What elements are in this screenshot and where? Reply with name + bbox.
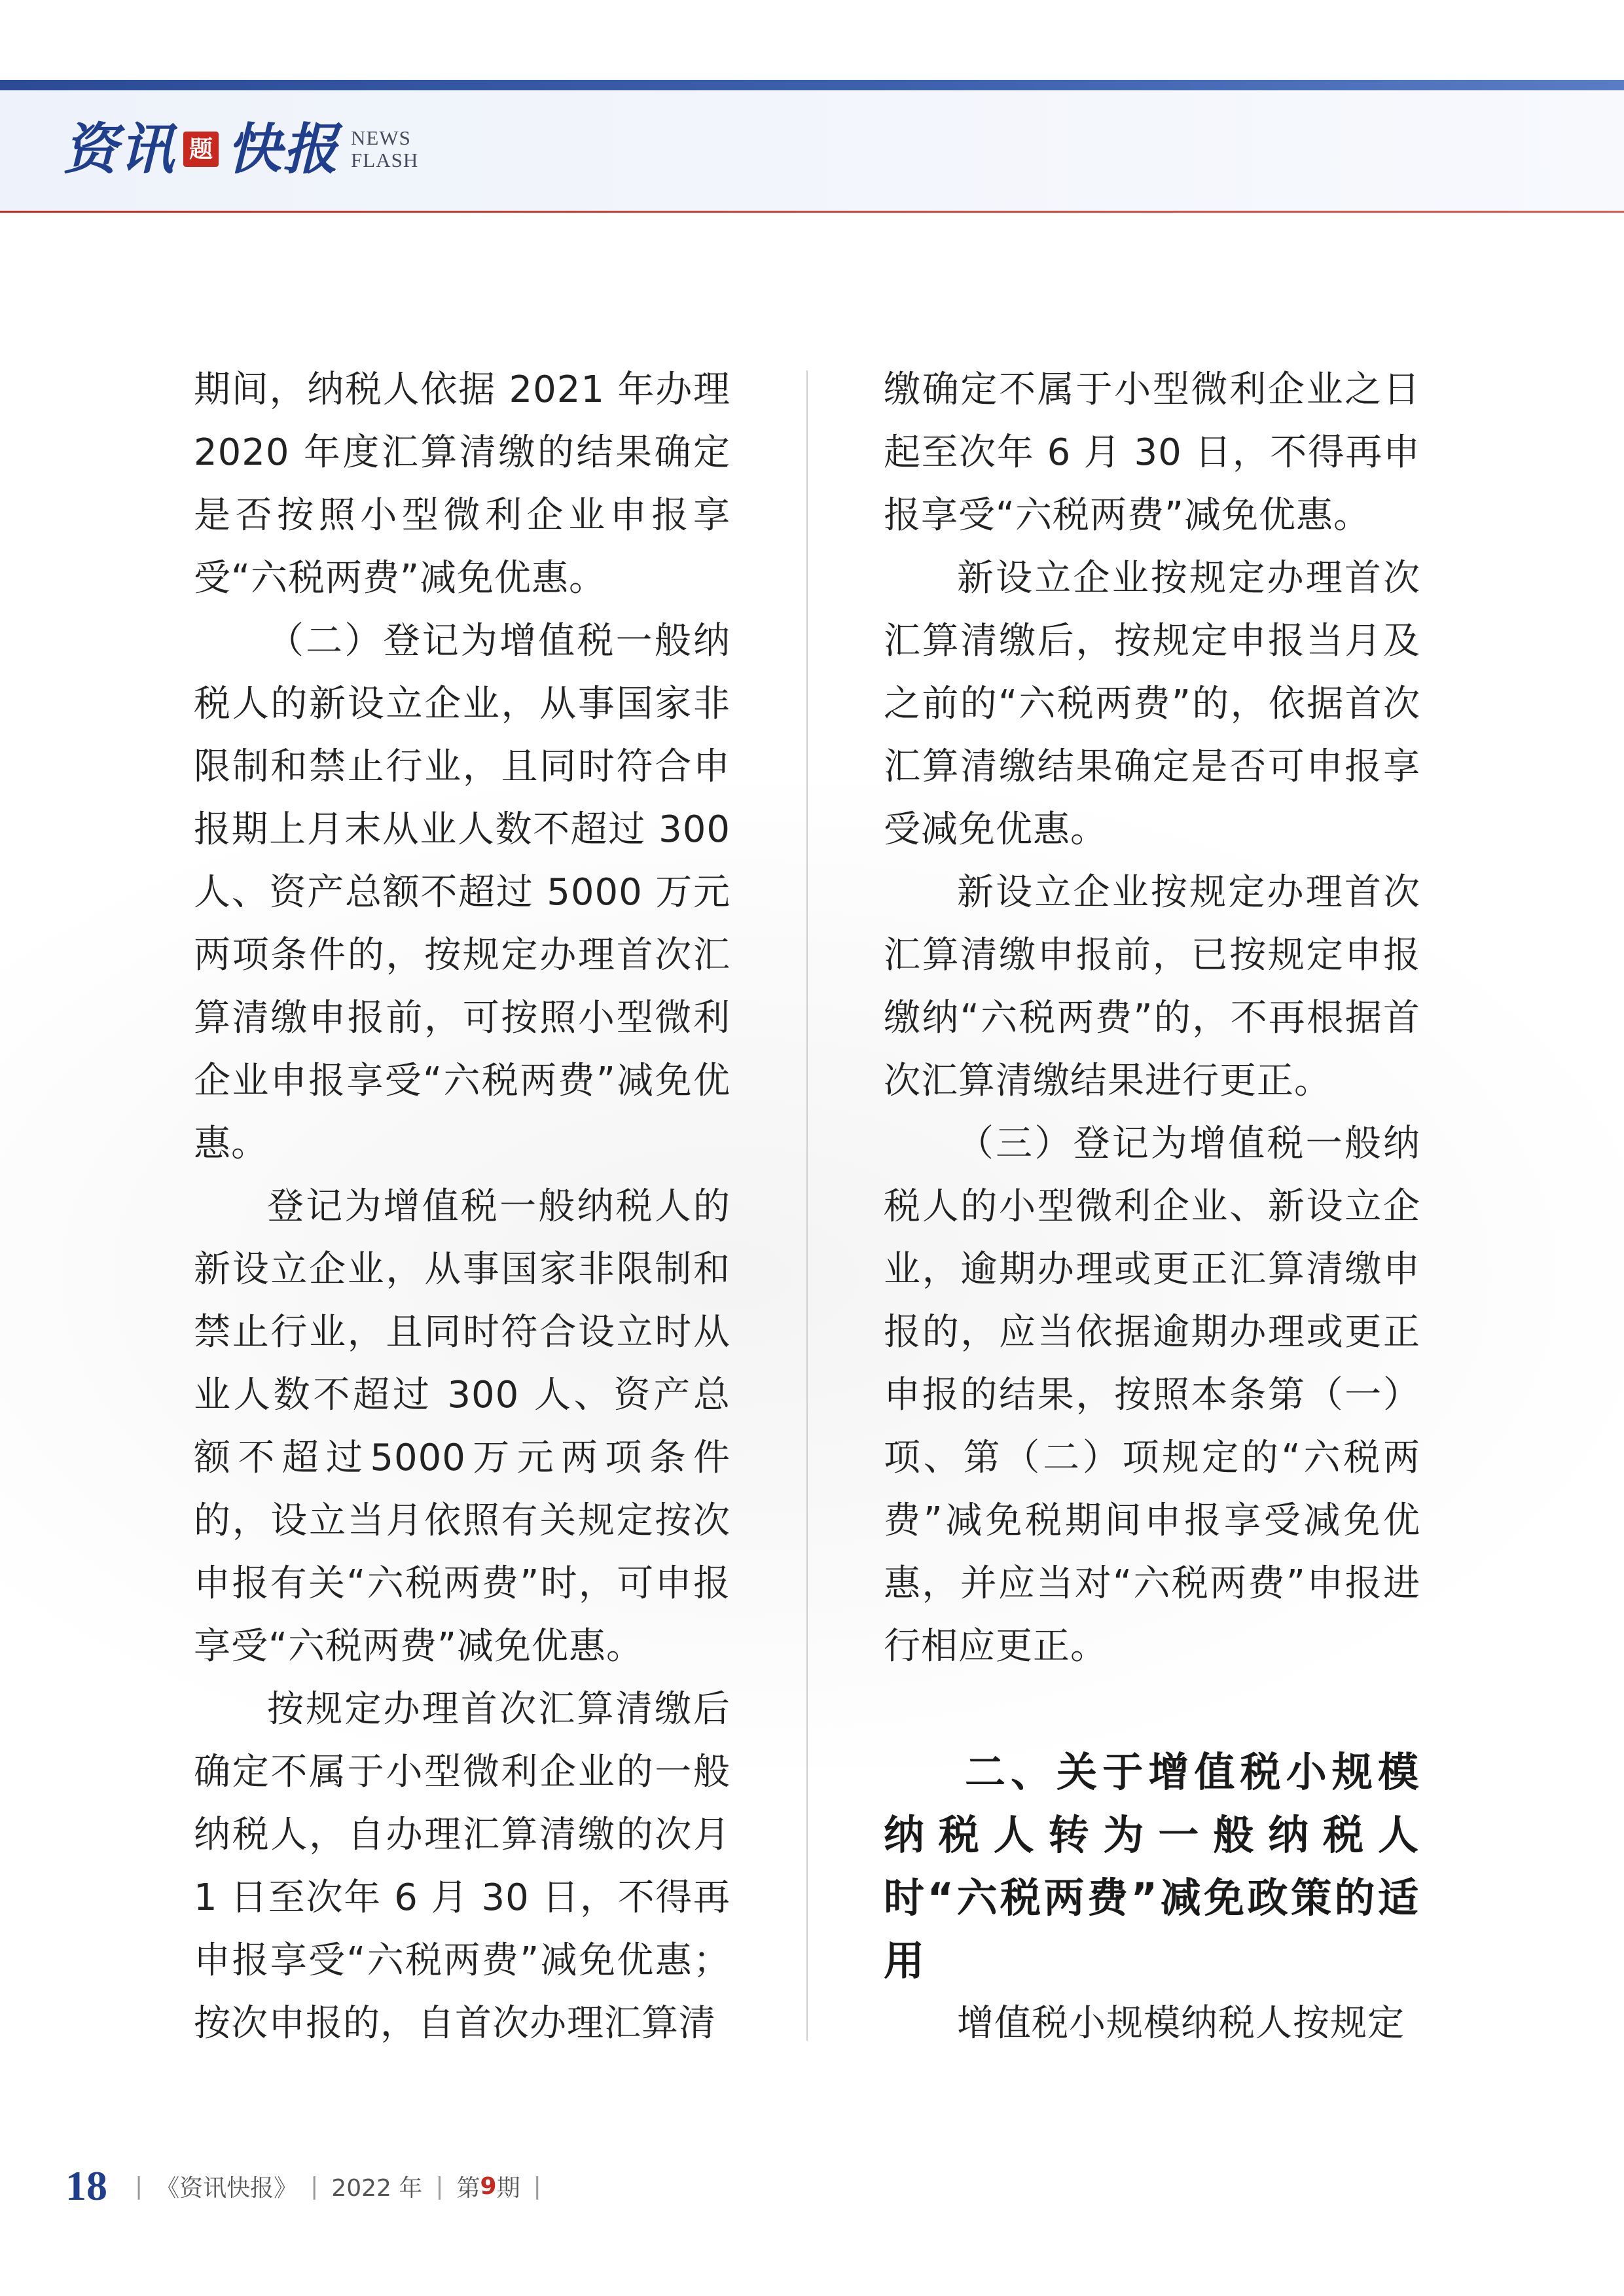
news-flash-label bbox=[351, 127, 418, 171]
publication-name: 《资讯快报》 bbox=[156, 2174, 298, 2202]
section-spacer bbox=[884, 1678, 1420, 1741]
publication-year: 2022 年 bbox=[331, 2174, 423, 2202]
issue-suffix: 期 bbox=[496, 2174, 520, 2202]
left-column bbox=[194, 359, 731, 2055]
masthead-title-part1: 资讯 bbox=[63, 117, 176, 181]
right-paragraph-2: 新设立企业按规定办理首次汇算清缴后，按规定申报当月及之前的“六税两费”的，依据首次汇算清缴结果确定是否可申报享受减免优惠。 bbox=[884, 557, 1420, 851]
right-paragraph-5: 增值税小规模纳税人按规定 bbox=[957, 2002, 1405, 2045]
section-heading: 二、关于增值税小规模纳税人转为一般纳税人时“六税两费”减免政策的适用 bbox=[884, 1748, 1420, 1984]
news-flash-line2: FLASH bbox=[351, 149, 419, 171]
footer-separator: | bbox=[310, 2172, 319, 2200]
right-paragraph-1: 缴确定不属于小型微利企业之日起至次年 6 月 30 日，不得再申报享受“六税两费”减免优惠。 bbox=[884, 368, 1420, 537]
left-paragraph-3: 登记为增值税一般纳税人的新设立企业，从事国家非限制和禁止行业，且同时符合设立时从业人数不超过 300 人、资产总额不超过5000万元两项条件的，设立当月依照有关规定按次申报有关“六税两费”时，可申报享受“六税两费”减免优惠。 bbox=[194, 1185, 731, 1668]
issue-prefix: 第 bbox=[456, 2174, 480, 2202]
page-number: 18 bbox=[65, 2162, 107, 2209]
masthead-title-part2: 快报 bbox=[226, 117, 340, 181]
column-divider bbox=[806, 370, 808, 2041]
masthead-logo bbox=[63, 110, 418, 188]
right-column bbox=[884, 359, 1420, 2055]
header-red-line bbox=[0, 211, 1624, 213]
issue-number: 9 bbox=[480, 2172, 497, 2200]
news-flash-line1: NEWS bbox=[351, 126, 411, 149]
left-paragraph-4: 按规定办理首次汇算清缴后确定不属于小型微利企业的一般纳税人，自办理汇算清缴的次月 1 日至次年 6 月 30 日，不得再申报享受“六税两费”减免优惠；按次申报的，自首次办理汇算清 bbox=[194, 1688, 731, 2045]
footer-separator: | bbox=[533, 2172, 541, 2200]
left-paragraph-1: 期间，纳税人依据 2021 年办理 2020 年度汇算清缴的结果确定是否按照小型微利企业申报享受“六税两费”减免优惠。 bbox=[194, 368, 731, 600]
header-top-rule bbox=[0, 80, 1624, 90]
right-paragraph-4: （三）登记为增值税一般纳税人的小型微利企业、新设立企业，逾期办理或更正汇算清缴申报的，应当依据逾期办理或更正申报的结果，按照本条第（一）项、第（二）项规定的“六税两费”减免税期间申报享受减免优惠，并应当对“六税两费”申报进行相应更正。 bbox=[884, 1122, 1420, 1668]
page-footer bbox=[65, 2160, 554, 2212]
footer-separator: | bbox=[435, 2172, 444, 2200]
footer-separator: | bbox=[135, 2172, 143, 2200]
right-paragraph-3: 新设立企业按规定办理首次汇算清缴申报前，已按规定申报缴纳“六税两费”的，不再根据首次汇算清缴结果进行更正。 bbox=[884, 871, 1420, 1102]
left-paragraph-2: （二）登记为增值税一般纳税人的新设立企业，从事国家非限制和禁止行业，且同时符合申报期上月末从业人数不超过 300 人、资产总额不超过 5000 万元两项条件的，按规定办理首次汇算清缴申报前，可按照小型微利企业申报享受“六税两费”减免优惠。 bbox=[194, 620, 731, 1165]
seal-stamp-icon: 题 bbox=[183, 132, 219, 167]
